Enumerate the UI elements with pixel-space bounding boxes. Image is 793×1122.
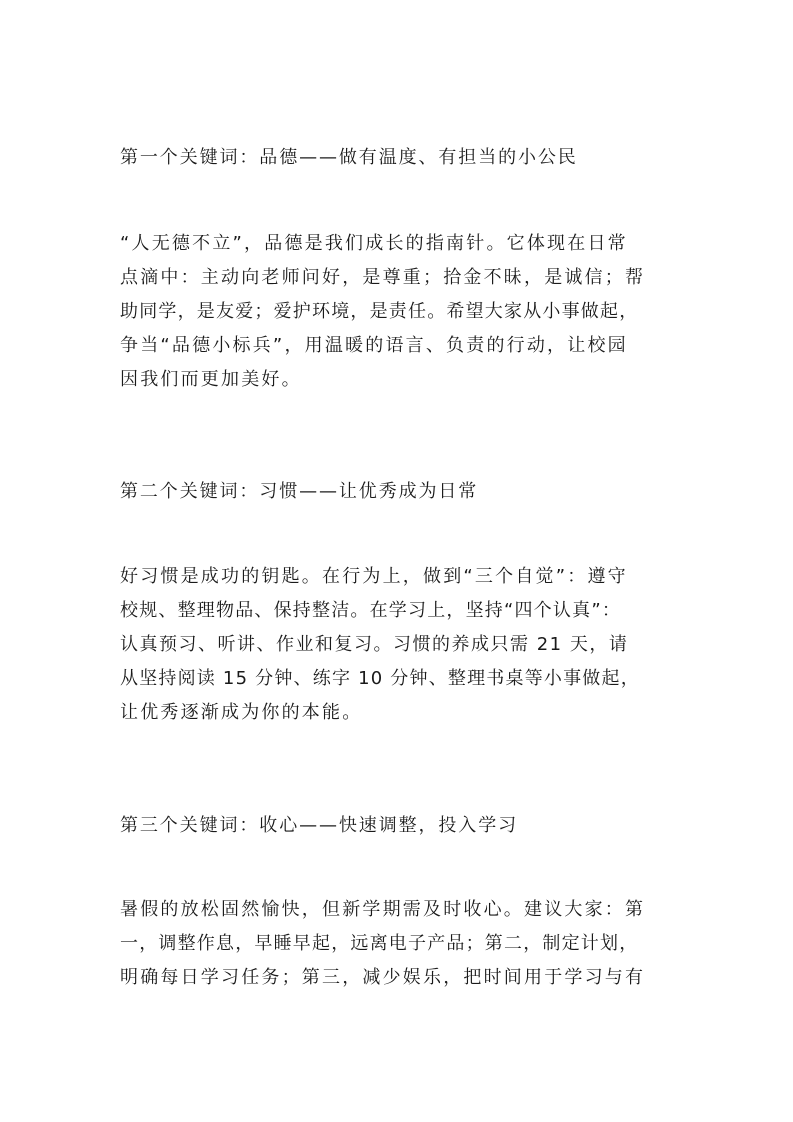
- paragraph-line: 明确每日学习任务；第三，减少娱乐，把时间用于学习与有: [120, 967, 646, 988]
- section-3-paragraph: [120, 893, 676, 995]
- paragraph-line: 助同学，是友爱；爱护环境，是责任。希望大家从小事做起，: [120, 301, 639, 322]
- paragraph-line: 校规、整理物品、保持整洁。在学习上，坚持“四个认真”：: [120, 600, 622, 621]
- paragraph-line: 一，调整作息，早睡早起，远离电子产品；第二，制定计划，: [120, 933, 639, 954]
- section-1-paragraph: [120, 227, 676, 397]
- paragraph-line: 好习惯是成功的钥匙。在行为上，做到“三个自觉”：遵守: [120, 566, 628, 587]
- section-2-heading: 第二个关键词：习惯——让优秀成为日常: [120, 481, 479, 502]
- section-2-paragraph: [120, 560, 676, 730]
- paragraph-line: 让优秀逐渐成为你的本能。: [120, 702, 363, 723]
- section-3-heading: 第三个关键词：收心——快速调整，投入学习: [120, 815, 518, 836]
- paragraph-line: 点滴中：主动向老师问好，是尊重；拾金不昧，是诚信；帮: [120, 267, 646, 288]
- paragraph-line: 认真预习、听讲、作业和复习。习惯的养成只需 21 天，请: [120, 634, 629, 655]
- section-1-heading: 第一个关键词：品德——做有温度、有担当的小公民: [120, 147, 578, 168]
- paragraph-line: 争当“品德小标兵”，用温暖的语言、负责的行动，让校园: [120, 335, 628, 356]
- paragraph-line: 暑假的放松固然愉快，但新学期需及时收心。建议大家：第: [120, 899, 646, 920]
- paragraph-line: 因我们而更加美好。: [120, 369, 302, 390]
- document-page: [120, 0, 676, 1122]
- paragraph-line: 从坚持阅读 15 分钟、练字 10 分钟、整理书桌等小事做起，: [120, 668, 640, 689]
- paragraph-line: “人无德不立”，品德是我们成长的指南针。它体现在日常: [120, 233, 628, 254]
